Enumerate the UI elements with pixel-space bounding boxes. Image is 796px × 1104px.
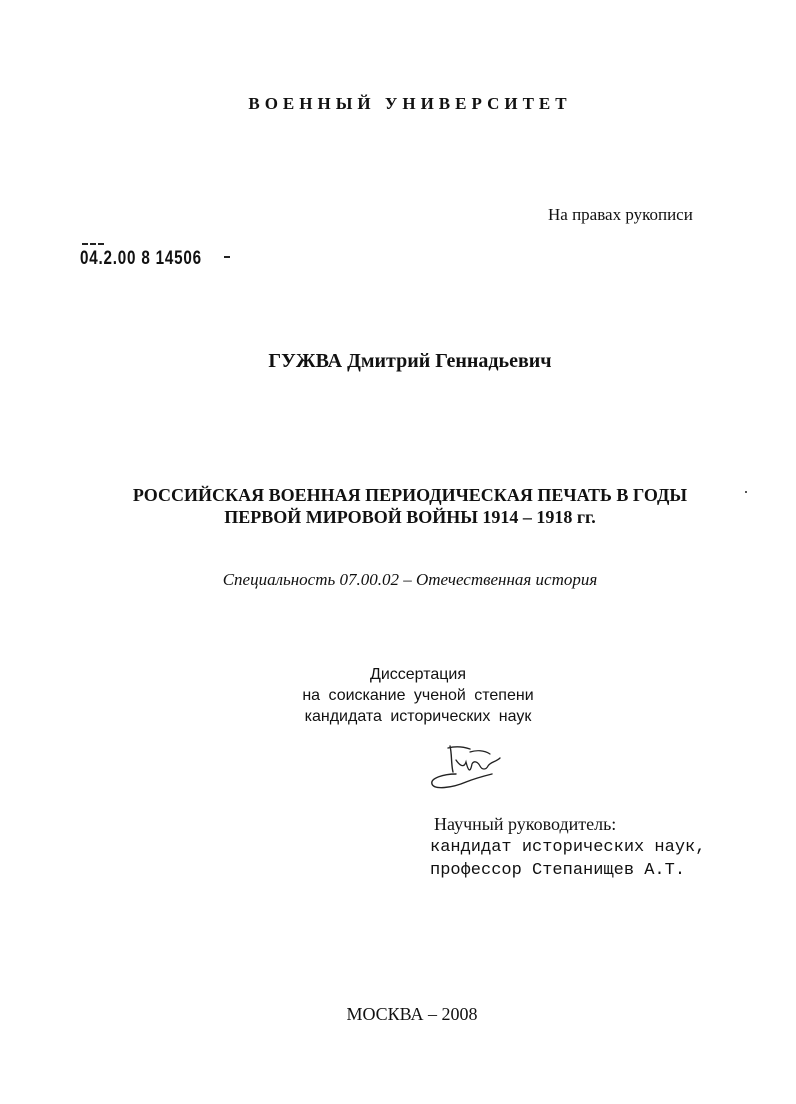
- handwritten-signature-icon: [426, 740, 506, 796]
- work-type-line-1: Диссертация: [369, 666, 467, 683]
- catalog-stamp-number: 04.2.00 8 14506: [80, 248, 202, 269]
- supervisor-degree: кандидат исторических наук,: [430, 838, 706, 857]
- title-line-1: РОССИЙСКАЯ ВОЕННАЯ ПЕРИОДИЧЕСКАЯ ПЕЧАТЬ В ГОДЫ: [132, 485, 688, 505]
- stamp-dash: [224, 256, 230, 258]
- supervisor-label: Научный руководитель:: [434, 814, 617, 834]
- author-name: ГУЖВА Дмитрий Геннадьевич: [268, 350, 552, 372]
- manuscript-rights-note: На правах рукописи: [548, 205, 693, 224]
- specialty-line: Специальность 07.00.02 – Отечественная история: [222, 570, 598, 589]
- city-year: МОСКВА – 2008: [346, 1004, 478, 1024]
- institution-name: ВОЕННЫЙ УНИВЕРСИТЕТ: [248, 94, 572, 113]
- title-line-2: ПЕРВОЙ МИРОВОЙ ВОЙНЫ 1914 – 1918 гг.: [224, 507, 596, 527]
- supervisor-block: [430, 813, 705, 882]
- scan-speck: [745, 491, 747, 493]
- supervisor-name: профессор Степанищев А.Т.: [430, 861, 686, 880]
- work-type-block: [20, 664, 796, 727]
- work-type-line-2: на соискание ученой степени: [302, 687, 534, 704]
- dissertation-title: [12, 484, 796, 528]
- work-type-line-3: кандидата исторических наук: [304, 708, 532, 725]
- stamp-mark: [82, 243, 104, 247]
